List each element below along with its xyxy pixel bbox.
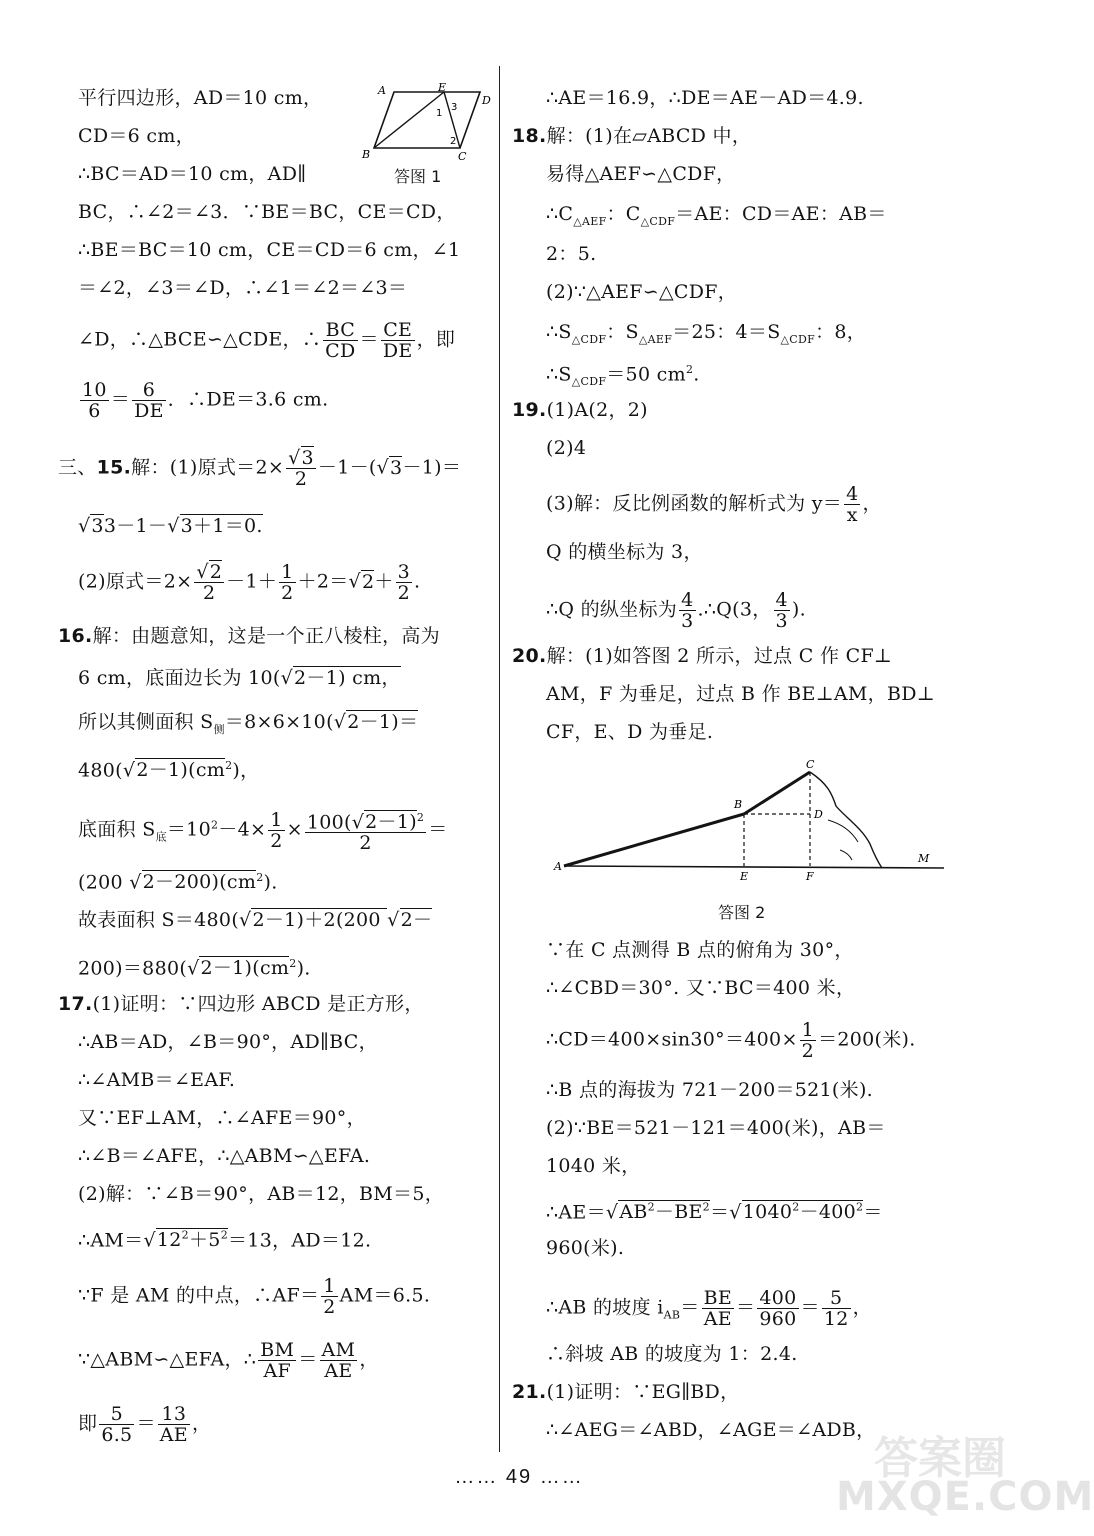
denominator: 2 (397, 582, 411, 604)
text-line: ∵在 C 点测得 B 点的俯角为 30°， (546, 939, 854, 961)
text-span: ). (263, 871, 278, 894)
radicand: $1040^2-400^2$ (742, 1201, 864, 1224)
figure-1-parallelogram (358, 82, 490, 162)
radicand: 2－1)(cm (200, 957, 290, 980)
denominator: 3 (681, 610, 694, 632)
text-span: . (414, 570, 421, 593)
text-line: ∴AE＝16.9，∴DE＝AE－AD＝4.9. (546, 87, 864, 109)
text-span: －BE (654, 1201, 703, 1224)
text-span: 6 cm，底面边长为 10( (78, 667, 281, 689)
text-span: ∠D，∴△BCE∽△CDE，∴ (78, 328, 322, 351)
text-span: 200)＝880( (78, 957, 188, 980)
text-line: ∴∠AMB＝∠EAF. (78, 1069, 236, 1091)
denominator: 6.5 (101, 1424, 133, 1446)
text-line: 易得△AEF∽△CDF， (546, 163, 736, 185)
text-span: －400 (799, 1201, 857, 1224)
slope-ab (564, 814, 744, 866)
page-dots-right: …… (539, 1466, 584, 1488)
radicand: $12^2+5^2$ (156, 1229, 228, 1252)
figure-1-caption: 答图 1 (394, 167, 442, 186)
angle-label-1: 1 (436, 108, 443, 119)
subscript: 底 (155, 830, 167, 844)
numerator: 4 (775, 589, 788, 611)
numerator: 5 (822, 1288, 851, 1309)
fraction (381, 320, 415, 361)
text-span: . (693, 363, 700, 386)
text-span: ∵△ABM∽△EFA，∴ (78, 1348, 257, 1371)
text-span: 故表面积 S＝480( (78, 909, 240, 931)
text-line: $\therefore S_{\triangle CDF}=50$ $cm^2$. (546, 363, 700, 389)
text-span: 解：由题意知，这是一个正八棱柱，高为 (92, 625, 440, 647)
text-span: 480( (78, 759, 123, 782)
page-number-value: 49 (505, 1466, 533, 1488)
watermark-text: MXQE.COM (836, 1474, 1094, 1520)
denominator: 2 (323, 1296, 336, 1318)
text-span: 解：(1)如答图 2 所示，过点 C 作 CF⊥ (546, 645, 893, 667)
text-span: 1040 (742, 1201, 793, 1224)
fraction (702, 1288, 734, 1329)
question-17-line-1 (58, 992, 424, 1016)
denominator: 2 (281, 582, 294, 604)
radicand: 2－1)(cm (136, 759, 226, 782)
label-e: E (438, 81, 447, 94)
text-line (546, 590, 806, 631)
text-span: AM＝6.5. (339, 1284, 431, 1307)
text-line: (2)∵BE＝521－121＝400(米)，AB＝ (546, 1117, 886, 1139)
numerator: 6 (132, 380, 166, 401)
text-line: AM，F 为垂足，过点 B 作 BE⊥AM，BD⊥ (546, 683, 935, 705)
text-span: －1)＝ (402, 456, 462, 479)
text-span: (1)A(2，2) (546, 399, 648, 421)
numerator: 3 (397, 561, 411, 583)
numerator: 4 (681, 589, 694, 611)
fraction (99, 1404, 134, 1445)
fraction (279, 562, 295, 603)
numerator: 1 (281, 561, 294, 583)
text-line: ∴BE＝BC＝10 cm，CE＝CD＝6 cm，∠1 (78, 239, 461, 261)
numerator: 1 (270, 809, 283, 832)
text-span: 100( (306, 811, 352, 834)
radicand: 2－200)(cm (142, 871, 257, 894)
label-f: F (806, 870, 814, 883)
radicand: 3＋1＝0. (180, 515, 263, 537)
text-span: ， (852, 1296, 872, 1319)
fraction (286, 448, 316, 489)
denominator: 2 (270, 830, 283, 853)
radicand: 2－1) cm， (294, 667, 401, 689)
text-line (78, 320, 455, 361)
text-span: ∴AE＝ (546, 1201, 606, 1224)
denominator: AF (263, 1360, 291, 1382)
text-span: ：8， (815, 321, 867, 343)
fraction (321, 1276, 337, 1317)
text-span: ．∴DE＝3.6 cm. (167, 388, 329, 411)
fraction (320, 1340, 358, 1381)
column-divider (499, 66, 500, 1452)
text-span: (1)证明：∵四边形 ABCD 是正方形， (92, 993, 424, 1015)
question-number: 17. (58, 993, 93, 1015)
numerator: 1 (801, 1019, 815, 1041)
text-span: 底面积 S (78, 818, 156, 841)
numerator: 400 (759, 1287, 797, 1309)
text-line (546, 320, 866, 352)
angle-label-3: 3 (451, 102, 458, 113)
radicand: $AB^2-BE^2$ (619, 1201, 710, 1224)
text-span: ＝ (428, 818, 448, 841)
label-a: A (554, 860, 562, 873)
fraction (757, 1288, 798, 1329)
subscript: △CDF (571, 375, 607, 389)
denominator: DE (382, 340, 413, 362)
fraction (194, 562, 224, 603)
text-span: ＝AE：CD＝AE：AB＝ (675, 203, 887, 225)
radicand: 2 (361, 570, 375, 593)
text-span: 所以其侧面积 S (78, 711, 214, 733)
fraction (800, 1020, 816, 1061)
denominator: AE (703, 1308, 732, 1330)
text-span: ∴Q 的纵坐标为 (546, 598, 678, 621)
question-number: 18. (512, 125, 547, 147)
question-number: 20. (512, 645, 547, 667)
fraction (132, 380, 166, 421)
label-m: M (918, 852, 930, 865)
label-e: E (740, 870, 749, 883)
fraction (258, 1340, 296, 1381)
figure-2-caption: 答图 2 (718, 903, 766, 922)
numerator: 13 (158, 1404, 190, 1425)
text-line: 平行四边形，AD＝10 cm， (78, 87, 323, 109)
text-line: CD＝6 cm， (78, 125, 195, 147)
fraction (679, 590, 695, 631)
equals: ＝ (359, 328, 379, 351)
text-line (546, 202, 887, 234)
text-span: ∴CD＝400×sin30°＝400× (546, 1028, 798, 1051)
text-line: (2)原式＝2× $\frac{√2}{2}$ －1＋ $\frac{1}{2}$ ＋2＝√2＋ $\frac{3}{2}$ . (78, 561, 421, 604)
text-span: ∴AB 的坡度 i (546, 1296, 664, 1319)
radicand: 2－1)＋2(200 (252, 909, 388, 931)
text-span: ，即 (416, 328, 456, 351)
text-span: 3－1－ (103, 515, 168, 537)
subscript: △AEF (573, 214, 607, 228)
fraction (822, 1288, 851, 1329)
text-span: ＝10 (166, 818, 211, 841)
watermark-logo (836, 1418, 1094, 1534)
question-number: 15. (96, 456, 132, 479)
text-span: ＋5 (188, 1229, 221, 1252)
denominator: 960 (759, 1308, 797, 1330)
text-span: ∴S (546, 321, 572, 343)
text-line: ∴B 点的海拔为 721－200＝521(米). (546, 1079, 873, 1101)
radicand: 3 (91, 515, 104, 537)
question-18-line-1 (512, 124, 751, 148)
numerator: 1 (323, 1275, 336, 1297)
denominator: 3 (775, 610, 788, 632)
equals: ＝ (110, 388, 131, 411)
text-line: 底面积 $S_底=10^2-4\times$ $\frac{1}{2}$ × $\frac{100(√2-1)^2}{2}$ ＝ (78, 809, 448, 855)
numerator: AM (321, 1339, 356, 1361)
denominator: 12 (823, 1308, 849, 1330)
question-number: 19. (512, 399, 547, 421)
text-span: ：C (606, 203, 641, 225)
subscript: △CDF (640, 214, 676, 228)
text-line: ∴AB 的坡度 $i_{AB}=$ $\frac{BE}{AE}$ ＝ $\frac{400}{960}$ ＝ $\frac{5}{12}$ ， (546, 1287, 872, 1330)
text-span: ＝8×6×10( (224, 711, 334, 733)
denominator: DE (134, 400, 164, 422)
numerator: BE (703, 1287, 733, 1309)
text-line: 又∵EF⊥AM，∴∠AFE＝90°， (78, 1107, 366, 1129)
text-span: －1＋ (226, 570, 278, 593)
fraction (158, 1404, 190, 1445)
text-span: ＋2＝ (297, 570, 349, 593)
text-line: ∵△ABM∽△EFA，∴ $\frac{BM}{AF}$ ＝ $\frac{AM}{AE}$ ， (78, 1339, 379, 1382)
text-line: $480(√2-1)(cm^2)$， (78, 759, 260, 782)
numerator: √2 (196, 561, 223, 583)
text-span: 解：(1)在▱ABCD 中， (546, 125, 752, 147)
parallelogram-outline (374, 92, 480, 148)
text-line: 故表面积 S＝480(√2－1)＋2(200 √2－ (78, 909, 433, 931)
text-span: 即 (78, 1412, 98, 1435)
fraction (774, 590, 790, 631)
text-line: $200)=880(√2-1)(cm^2)$. (78, 957, 311, 980)
subscript: △CDF (780, 332, 816, 346)
text-span: 12 (156, 1229, 182, 1252)
text-span: ∴C (546, 203, 574, 225)
text-line: 2：5. (546, 243, 597, 265)
text-span: ). (791, 598, 806, 621)
text-span: ＝200(米). (818, 1028, 916, 1051)
text-span: ＝ (863, 1201, 883, 1224)
text-line: 960(米). (546, 1237, 625, 1259)
numerator: BM (260, 1339, 295, 1361)
text-line: ∴斜坡 AB 的坡度为 1：2.4. (546, 1343, 798, 1365)
subscript: AB (663, 1308, 681, 1322)
fraction (844, 484, 860, 525)
text-line: ∴∠CBD＝30°. 又∵BC＝400 米， (546, 977, 856, 999)
text-span: ∴AM＝ (78, 1229, 144, 1252)
angle-label-2: 2 (450, 136, 457, 147)
question-number: 21. (512, 1381, 547, 1403)
radicand: 2－1)＝ (347, 711, 419, 733)
text-line: $\therefore AE=√AB^2-BE^2=√1040^2-400^2=$ (546, 1201, 883, 1224)
text-line: BC，∴∠2＝∠3．∵BE＝BC，CE＝CD， (78, 201, 456, 223)
text-line: (200 $√2-200)(cm^2)$. (78, 871, 278, 894)
numerator: 4 (846, 483, 859, 505)
label-b: B (362, 148, 371, 161)
text-span: (200 (78, 871, 130, 894)
text-line: 所以其侧面积 $S_侧=8\times 6\times 10(√2-1)=$ (78, 711, 419, 736)
text-span: ， (359, 1348, 379, 1371)
radicand: 2 (209, 561, 223, 583)
radicand: 3 (301, 447, 314, 469)
text-span: －1－( (317, 456, 377, 479)
text-line: ∴AB＝AD，∠B＝90°，AD∥BC， (78, 1031, 378, 1053)
text-span: 解：(1)原式＝2× (131, 456, 285, 479)
text-span: ＋ (374, 570, 394, 593)
radicand: 3 (390, 456, 403, 479)
text-span: －4× (218, 818, 267, 841)
denominator: AE (159, 1424, 188, 1446)
text-span: (2)原式＝2× (78, 570, 193, 593)
text-line (78, 380, 328, 421)
label-d: D (814, 808, 823, 821)
text-line: √33－1－√3＋1＝0. (78, 515, 263, 537)
text-span: ＝25：4＝S (672, 321, 781, 343)
fraction (323, 320, 357, 361)
label-d: D (482, 94, 491, 107)
radicand: 2－1) (365, 811, 417, 834)
text-line: ∴∠B＝∠AFE，∴△ABM∽△EFA. (78, 1145, 371, 1167)
text-span: (3)解：反比例函数的解析式为 y＝ (546, 492, 843, 515)
text-span: ∵F 是 AM 的中点，∴AF＝ (78, 1284, 320, 1307)
denominator: CD (325, 340, 356, 362)
text-line: (2)∵△AEF∽△CDF， (546, 281, 738, 303)
text-line: CF，E、D 为垂足. (546, 721, 714, 743)
label-a: A (378, 84, 386, 97)
denominator: 2 (359, 832, 372, 855)
text-line: (2)4 (546, 437, 587, 459)
fraction (80, 380, 109, 421)
text-line (546, 484, 882, 525)
question-19-line-1 (512, 398, 648, 422)
denominator: x (846, 504, 858, 526)
radicand: 2－ (400, 909, 433, 931)
denominator: 2 (801, 1040, 815, 1062)
subscript: 侧 (213, 722, 225, 736)
numerator: CE (381, 320, 415, 341)
text-line: $\therefore AM=√12^2+5^2=13$，AD＝12. (78, 1229, 372, 1252)
text-line (78, 1276, 430, 1317)
denominator: 2 (203, 582, 216, 604)
text-span: ：S (606, 321, 639, 343)
question-15-line-1: 三、15.解：(1)原式＝2× $\frac{√3}{2}$ －1－(√3－1)＝ (58, 447, 462, 490)
question-16-line-1 (58, 624, 440, 648)
text-span: ， (191, 1412, 212, 1435)
text-span: ＝ (680, 1296, 700, 1319)
denominator: 2 (294, 468, 308, 490)
text-line: ∴∠AEG＝∠ABD，∠AGE＝∠ADB， (546, 1419, 876, 1441)
question-21-line-1 (512, 1380, 739, 1404)
label-b: B (734, 798, 743, 811)
text-line: ∴BC＝AD＝10 cm，AD∥ (78, 163, 307, 185)
numerator: 5 (99, 1404, 134, 1425)
text-span: ＝13，AD＝12. (228, 1229, 372, 1252)
text-span: ， (862, 492, 882, 515)
numerator: 10 (82, 379, 107, 401)
fraction (305, 808, 426, 853)
fraction (396, 562, 412, 603)
subscript: △AEF (638, 332, 673, 346)
hill-contour (840, 850, 852, 860)
numerator: $100(√2-1)^2$ (305, 808, 426, 833)
text-span: ＝50 cm (606, 363, 686, 386)
figure-2-slope (552, 758, 948, 882)
text-line: 即 $\frac{5}{6.5}$ ＝ $\frac{13}{AE}$ ， (78, 1403, 212, 1446)
text-span: ∴S (546, 363, 572, 386)
question-20-line-1 (512, 644, 892, 668)
slope-bc (744, 772, 810, 814)
subscript: △CDF (571, 332, 607, 346)
text-span: (1)证明：∵EG∥BD， (546, 1381, 740, 1403)
text-span: .∴Q(3， (697, 598, 772, 621)
label-c: C (806, 758, 815, 771)
question-number: 16. (58, 625, 93, 647)
page-dots-left: …… (454, 1466, 499, 1488)
section-label: 三、 (58, 456, 97, 479)
ground-line-am (564, 866, 944, 868)
text-span: AB (619, 1201, 648, 1224)
text-line (546, 1020, 916, 1061)
label-c: C (458, 150, 467, 163)
text-line: 1040 米， (546, 1155, 641, 1177)
fraction (268, 810, 284, 851)
text-line: (2)解：∵∠B＝90°，AB＝12，BM＝5， (78, 1183, 445, 1205)
denominator: 6 (88, 400, 101, 422)
denominator: AE (324, 1360, 353, 1382)
text-span: )， (232, 759, 260, 782)
text-line: 6 cm，底面边长为 10(√2－1) cm， (78, 667, 401, 689)
text-span: ). (296, 957, 311, 980)
text-line: Q 的横坐标为 3， (546, 541, 703, 563)
text-line: ＝∠2，∠3＝∠D，∴∠1＝∠2＝∠3＝ (78, 277, 408, 299)
numerator: √3 (288, 447, 314, 469)
text-span: ＝ (709, 1201, 730, 1224)
numerator: BC (323, 320, 357, 341)
watermark-glyphs: 答案圈 (874, 1433, 1006, 1484)
